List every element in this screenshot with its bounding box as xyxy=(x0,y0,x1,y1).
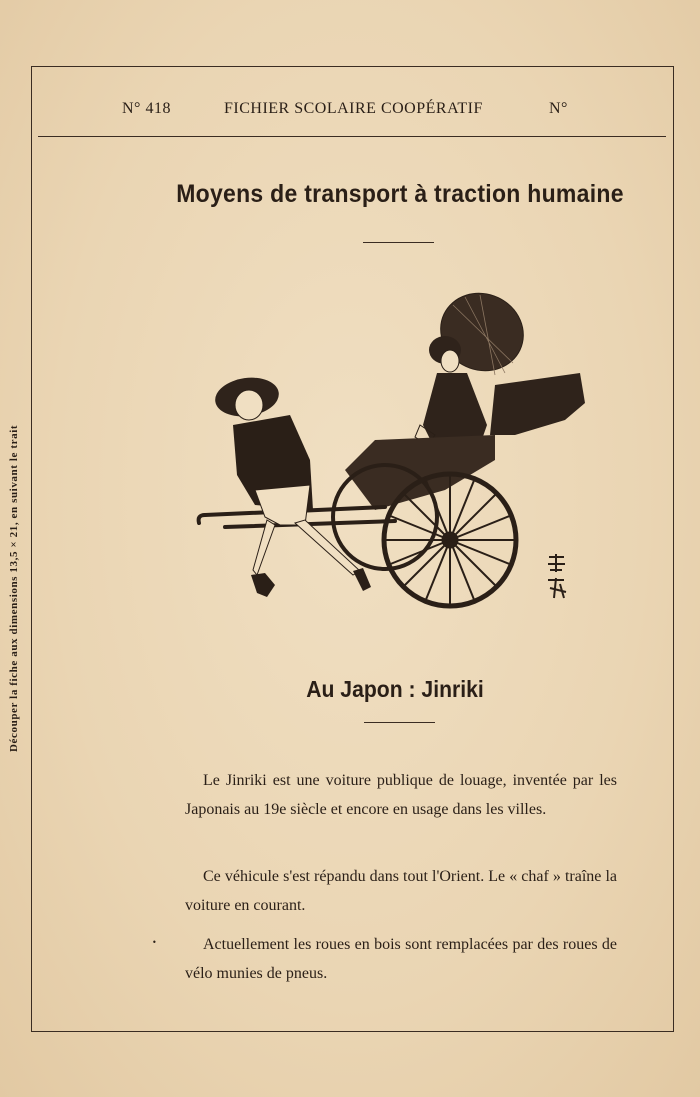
page-title: Moyens de transport à traction humaine xyxy=(176,180,624,208)
section-title: Au Japon : Jinriki xyxy=(306,676,484,702)
rickshaw-seat xyxy=(345,435,495,510)
paragraph-1: Le Jinriki est une voiture publique de louage, inventée par les Japonais au 19e siècle et encore en usage dans les villes. xyxy=(185,772,617,818)
artist-signature xyxy=(544,552,570,602)
section-divider xyxy=(364,722,435,723)
paragraph-3: Actuellement les roues en bois sont remplacées par des roues de vélo munies de pneus. xyxy=(185,936,617,982)
rickshaw-illustration xyxy=(195,285,595,630)
rickshaw-hood xyxy=(490,373,585,435)
header-title: FICHIER SCOLAIRE COOPÉRATIF xyxy=(224,100,483,117)
sheet-number: N° 418 xyxy=(122,100,171,117)
title-divider xyxy=(363,242,434,243)
bullet-mark: • xyxy=(152,938,157,947)
blank-number: N° xyxy=(549,100,568,117)
header-divider xyxy=(38,136,666,137)
cut-instruction: Découper la fiche aux dimensions 13,5 × 21, en suivant le trait xyxy=(8,424,20,752)
rickshaw-puller xyxy=(213,374,371,597)
paragraph-2: Ce véhicule s'est répandu dans tout l'Orient. Le « chaf » traîne la voiture en courant. xyxy=(185,868,617,914)
page-header xyxy=(40,100,660,120)
